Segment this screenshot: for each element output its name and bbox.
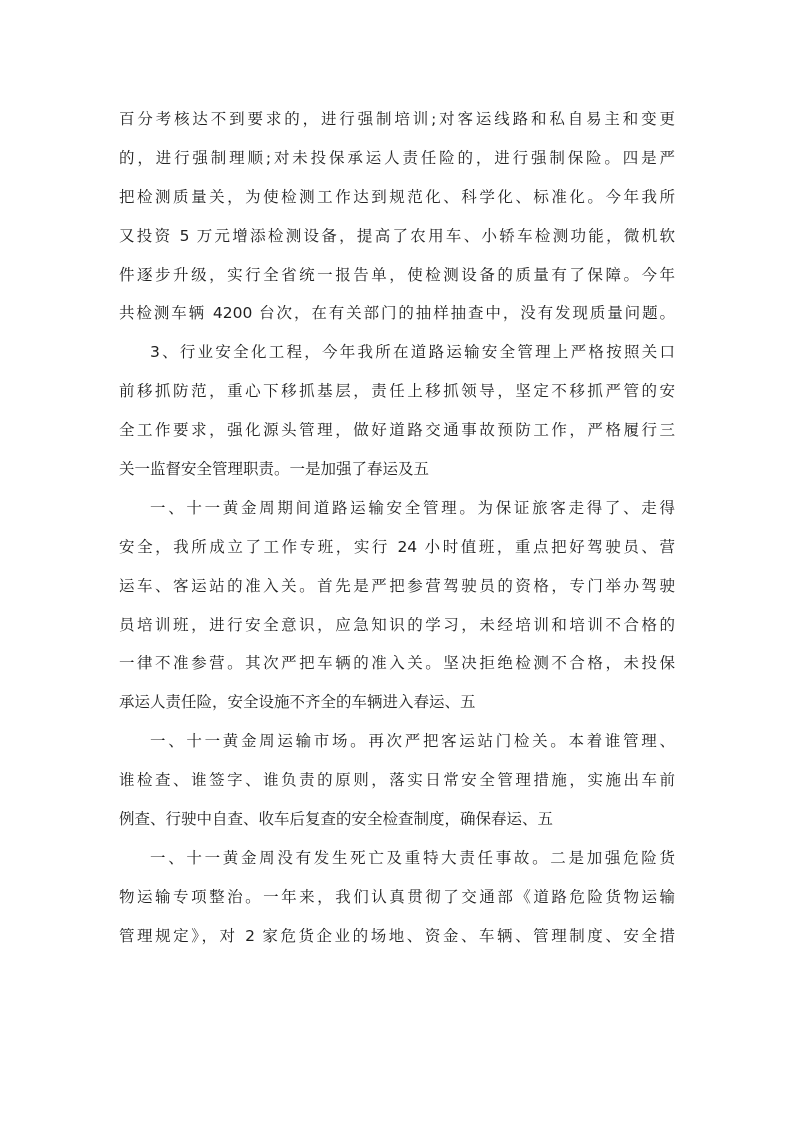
text-line: 承运人责任险，安全设施不齐全的车辆进入春运、五 bbox=[119, 693, 476, 712]
text-line: 前移抓防范，重心下移抓基层，责任上移抓领导，坚定不移抓严管的安 bbox=[119, 382, 675, 401]
text-line: 把检测质量关，为使检测工作达到规范化、科学化、标准化。今年我所 bbox=[119, 187, 675, 206]
text-line: 全工作要求，强化源头管理，做好道路交通事故预防工作，严格履行三 bbox=[119, 421, 675, 440]
text-line: 例查、行驶中自查、收车后复查的安全检查制度，确保春运、五 bbox=[119, 810, 554, 829]
text-line: 一、十一黄金周没有发生死亡及重特大责任事故。二是加强危险货 bbox=[150, 848, 675, 867]
text-line: 件逐步升级，实行全省统一报告单，使检测设备的质量有了保障。今年 bbox=[119, 265, 675, 284]
text-line: 安全，我所成立了工作专班，实行 24 小时值班，重点把好驾驶员、营 bbox=[119, 537, 675, 556]
text-line: 谁检查、谁签字、谁负责的原则，落实日常安全管理措施，实施出车前 bbox=[119, 771, 675, 790]
text-line: 关一监督安全管理职责。一是加强了春运及五 bbox=[119, 460, 430, 479]
text-line: 员培训班，进行安全意识，应急知识的学习，未经培训和培训不合格的 bbox=[119, 615, 675, 634]
text-line: 的，进行强制理顺;对未投保承运人责任险的，进行强制保险。四是严 bbox=[119, 148, 675, 167]
text-line: 一、十一黄金周期间道路运输安全管理。为保证旅客走得了、走得 bbox=[150, 498, 675, 517]
text-line: 共检测车辆 4200 台次，在有关部门的抽样抽查中，没有发现质量问题。 bbox=[119, 304, 675, 323]
text-line: 物运输专项整治。一年来，我们认真贯彻了交通部《道路危险货物运输 bbox=[119, 887, 675, 906]
text-line: 百分考核达不到要求的，进行强制培训;对客运线路和私自易主和变更 bbox=[119, 110, 675, 128]
text-line: 一律不准参营。其次严把车辆的准入关。坚决拒绝检测不合格，未投保 bbox=[119, 654, 675, 673]
body-text bbox=[119, 100, 675, 956]
text-line: 3、行业安全化工程，今年我所在道路运输安全管理上严格按照关口 bbox=[150, 343, 675, 362]
text-line: 又投资 5 万元增添检测设备，提高了农用车、小轿车检测功能，微机软 bbox=[119, 226, 675, 245]
text-line: 管理规定》，对 2 家危货企业的场地、资金、车辆、管理制度、安全措 bbox=[119, 926, 675, 945]
text-line: 一、十一黄金周运输市场。再次严把客运站门检关。本着谁管理、 bbox=[150, 732, 675, 751]
text-line: 运车、客运站的准入关。首先是严把参营驾驶员的资格，专门举办驾驶 bbox=[119, 576, 675, 595]
